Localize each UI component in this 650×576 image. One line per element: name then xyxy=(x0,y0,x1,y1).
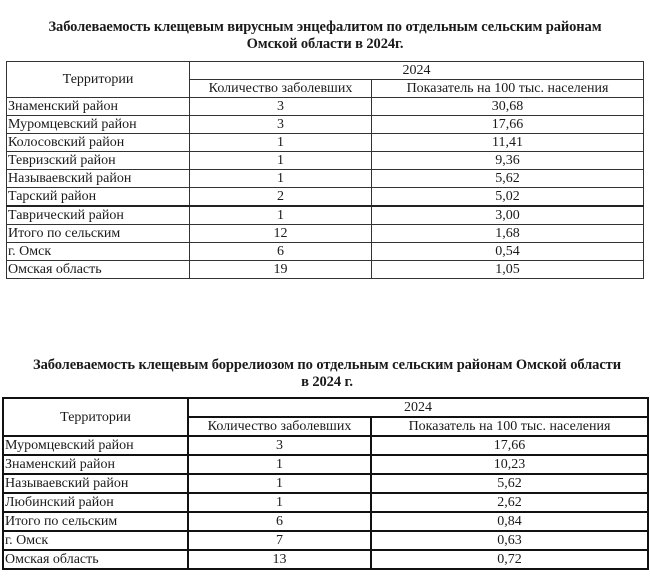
rate-cell: 5,62 xyxy=(372,170,644,188)
header-year: 2024 xyxy=(190,62,644,80)
table-row xyxy=(3,531,648,550)
territory-cell: Знаменский район xyxy=(7,98,190,116)
table-row xyxy=(7,225,644,243)
rate-cell: 11,41 xyxy=(372,134,644,152)
territory-cell: Называевский район xyxy=(7,170,190,188)
territory-cell: Называевский район xyxy=(3,474,188,493)
header-count: Количество заболевших xyxy=(190,80,372,98)
table-row xyxy=(7,243,644,261)
count-cell: 1 xyxy=(190,170,372,188)
table-row xyxy=(7,116,644,134)
count-cell: 1 xyxy=(188,474,371,493)
territory-cell: г. Омск xyxy=(3,531,188,550)
rate-cell: 30,68 xyxy=(372,98,644,116)
table-row xyxy=(7,152,644,170)
count-cell: 3 xyxy=(188,436,371,455)
table1-body xyxy=(7,98,644,279)
table-row xyxy=(3,455,648,474)
rate-cell: 0,63 xyxy=(371,531,648,550)
borreliosis-table xyxy=(2,397,649,570)
rate-cell: 17,66 xyxy=(372,116,644,134)
table2-title xyxy=(4,357,650,391)
header-territory: Территории xyxy=(3,398,188,436)
rate-cell: 2,62 xyxy=(371,493,648,512)
territory-cell: Омская область xyxy=(7,261,190,279)
territory-cell: Омская область xyxy=(3,550,188,569)
count-cell: 6 xyxy=(190,243,372,261)
table-row xyxy=(3,493,648,512)
count-cell: 1 xyxy=(188,455,371,474)
table1-title xyxy=(0,19,650,53)
table-row xyxy=(3,436,648,455)
table1-title-line2: Омской области в 2024г. xyxy=(246,36,404,52)
count-cell: 3 xyxy=(190,116,372,134)
table-row xyxy=(7,134,644,152)
header-count: Количество заболевших xyxy=(188,417,371,436)
territory-cell: Тарский район xyxy=(7,188,190,207)
table-row xyxy=(7,170,644,188)
rate-cell: 9,36 xyxy=(372,152,644,170)
table-row xyxy=(3,474,648,493)
table-row xyxy=(7,261,644,279)
header-year: 2024 xyxy=(188,398,648,417)
territory-cell: Итого по сельским xyxy=(3,512,188,531)
count-cell: 12 xyxy=(190,225,372,243)
header-rate: Показатель на 100 тыс. населения xyxy=(372,80,644,98)
header-rate: Показатель на 100 тыс. населения xyxy=(371,417,648,436)
rate-cell: 1,68 xyxy=(372,225,644,243)
rate-cell: 3,00 xyxy=(372,206,644,225)
rate-cell: 0,54 xyxy=(372,243,644,261)
table2-body xyxy=(3,436,648,569)
territory-cell: Знаменский район xyxy=(3,455,188,474)
table-row xyxy=(7,188,644,207)
table2-title-line2: в 2024 г. xyxy=(301,374,353,390)
count-cell: 13 xyxy=(188,550,371,569)
count-cell: 1 xyxy=(190,206,372,225)
territory-cell: Муромцевский район xyxy=(7,116,190,134)
territory-cell: Любинский район xyxy=(3,493,188,512)
territory-cell: Муромцевский район xyxy=(3,436,188,455)
table-row xyxy=(7,98,644,116)
rate-cell: 5,62 xyxy=(371,474,648,493)
count-cell: 1 xyxy=(188,493,371,512)
rate-cell: 0,84 xyxy=(371,512,648,531)
rate-cell: 0,72 xyxy=(371,550,648,569)
count-cell: 19 xyxy=(190,261,372,279)
territory-cell: Тевризский район xyxy=(7,152,190,170)
rate-cell: 17,66 xyxy=(371,436,648,455)
rate-cell: 1,05 xyxy=(372,261,644,279)
count-cell: 6 xyxy=(188,512,371,531)
territory-cell: Колосовский район xyxy=(7,134,190,152)
count-cell: 1 xyxy=(190,134,372,152)
table2-title-line1: Заболеваемость клещевым боррелиозом по отдельным сельским районам Омской области xyxy=(33,357,621,373)
table-row xyxy=(3,550,648,569)
header-territory: Территории xyxy=(7,62,190,98)
table1-title-line1: Заболеваемость клещевым вирусным энцефалитом по отдельным сельским районам xyxy=(48,19,602,35)
count-cell: 2 xyxy=(190,188,372,207)
rate-cell: 10,23 xyxy=(371,455,648,474)
count-cell: 1 xyxy=(190,152,372,170)
territory-cell: г. Омск xyxy=(7,243,190,261)
count-cell: 7 xyxy=(188,531,371,550)
rate-cell: 5,02 xyxy=(372,188,644,207)
territory-cell: Таврический район xyxy=(7,206,190,225)
count-cell: 3 xyxy=(190,98,372,116)
encephalitis-table xyxy=(6,61,644,279)
table-row xyxy=(7,206,644,225)
territory-cell: Итого по сельским xyxy=(7,225,190,243)
table-row xyxy=(3,512,648,531)
